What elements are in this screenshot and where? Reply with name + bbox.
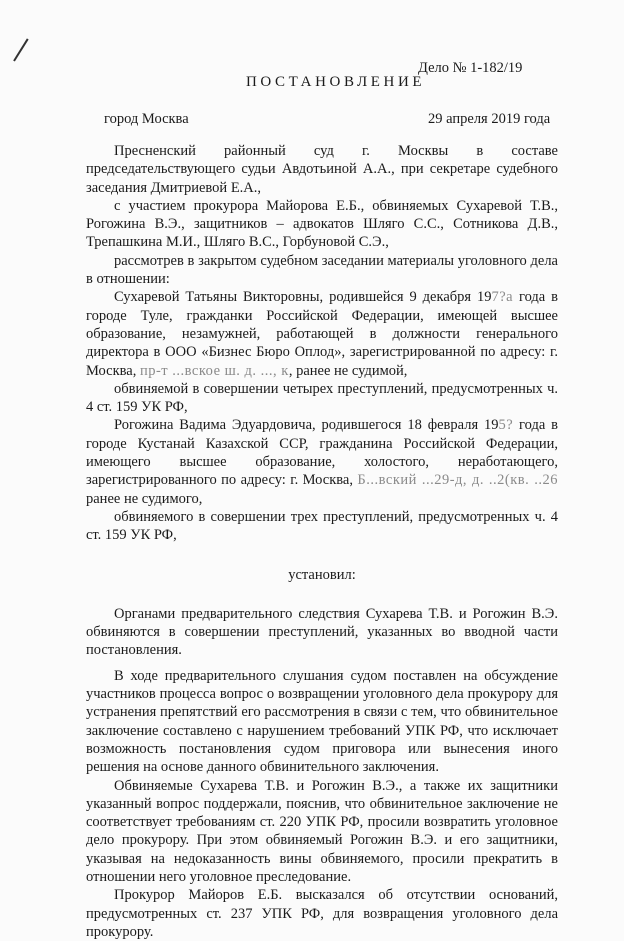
paragraph-court: Пресненский районный суд г. Москвы в составе председательствующего судьи Авдотьиной А.А., при секретаре судебного заседания Дмитриевой Е.А.,	[86, 143, 558, 196]
text-run: , ранее не судимой,	[288, 362, 408, 379]
text-run: Рогожина Вадима Эдуардовича, родившегося 18 февраля 19	[114, 417, 499, 434]
paragraph-charge-2: обвиняемого в совершении трех преступлений, предусмотренных ч. 4 ст. 159 УК РФ,	[86, 508, 558, 544]
text-run: года в городе Туле, гражданки Российской Федерации, имеющей высшее образование, незамужней, работающей в должности генерального директора в ООО «Бизнес Бюро Оплод», зарегистрированной по адресу: г. Москва,	[86, 289, 558, 379]
document-date: 29 апреля 2019 года	[428, 111, 551, 127]
document-body	[86, 142, 558, 941]
text-run: Сухаревой Татьяны Викторовны, родившейся 9 декабря 19	[114, 289, 492, 306]
paragraph-investigation: Органами предварительного следствия Сухарева Т.В. и Рогожин В.Э. обвиняются в совершении преступлений, указанных во вводной части постановления.	[86, 605, 558, 659]
paragraph-charge-1: обвиняемой в совершении четырех преступлений, предусмотренных ч. 4 ст. 159 УК РФ,	[86, 380, 558, 416]
case-number: Дело № 1-182/19	[418, 60, 523, 76]
paragraph-hearing: В ходе предварительного слушания судом поставлен на обсуждение участников процесса вопрос о возвращении уголовного дела прокурору для устранения препятствий его рассмотрения в связи с тем, что обвинительное заключение составлено с нарушением требований УПК РФ, что исключает возможность постановления судом приговора или вынесения иного решения на основе данного обвинительного заключения.	[86, 667, 558, 776]
text-run: ранее не судимого,	[86, 490, 203, 507]
redacted-text: 5?	[498, 417, 514, 434]
redacted-text: пр-т ...вское ш. д. ..., к	[139, 362, 289, 379]
paragraph-participants: с участием прокурора Майорова Е.Б., обвиняемых Сухаревой Т.В., Рогожина В.Э., защитников – адвокатов Шляго С.С., Сотникова Д.В., Трепашкина М.И., Шляго В.С., Горбуновой С.Э.,	[86, 197, 558, 251]
pen-mark	[13, 38, 28, 61]
city: город Москва	[104, 111, 189, 127]
paragraph-considering: рассмотрев в закрытом судебном заседании материалы уголовного дела в отношении:	[86, 252, 558, 288]
paragraph-prosecutor: Прокурор Майоров Е.Б. высказался об отсутствии оснований, предусмотренных ст. 237 УПК РФ, для возвращения уголовного дела прокурору.	[86, 887, 558, 940]
document-title: ПОСТАНОВЛЕНИЕ	[246, 74, 426, 90]
text-run: года в городе Кустанай Казахской ССР, гражданина Российской Федерации, имеющего высшее образование, холостого, неработающего, зарегистрированного по адресу: г. Москва,	[86, 417, 558, 489]
section-heading: установил:	[288, 566, 356, 583]
paragraph-defendant-1	[86, 288, 558, 379]
paragraph-defense: Обвиняемые Сухарева Т.В. и Рогожин В.Э., а также их защитники указанный вопрос поддержали, пояснив, что обвинительное заключение не соответствует требованиям ст. 220 УПК РФ, просили возвратить уголовное дело прокурору. При этом обвиняемый Рогожин В.Э. и его защитники, указывая на недоказанность вины обвиняемого, просили прекратить в отношении него уголовное преследование.	[86, 777, 558, 885]
redacted-text: 7?а	[491, 289, 514, 306]
redacted-text: Б...вский ...29-д, д. ..2(кв. ..26	[357, 472, 558, 489]
paragraph-defendant-2	[86, 416, 558, 507]
